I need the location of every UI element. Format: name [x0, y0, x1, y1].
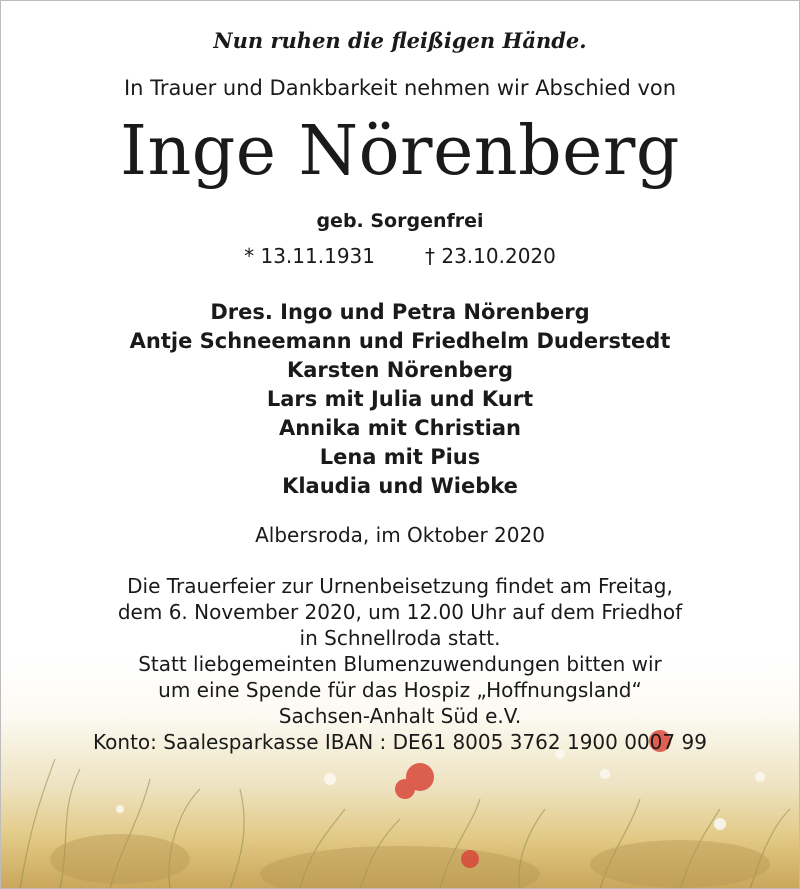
mourner-line: Antje Schneemann und Friedhelm Duderstedt: [129, 329, 671, 353]
mourners-list: [0, 298, 800, 501]
notice-line: dem 6. November 2020, um 12.00 Uhr auf dem Friedhof: [117, 600, 683, 624]
notice-line: Statt liebgemeinten Blumenzuwendungen bitten wir: [138, 652, 662, 676]
mourner-line: Karsten Nörenberg: [286, 358, 514, 382]
mourner-line: Lena mit Pius: [319, 445, 481, 469]
place-and-date: Albersroda, im Oktober 2020: [255, 523, 545, 547]
death-date: † 23.10.2020: [425, 244, 556, 268]
intro-line: In Trauer und Dankbarkeit nehmen wir Abschied von: [123, 76, 677, 100]
bank-account-line: Konto: Saalesparkasse IBAN : DE61 8005 3762 1900 0007 99: [93, 730, 707, 754]
mourner-line: Klaudia und Wiebke: [282, 474, 518, 498]
funeral-notice: [0, 573, 800, 755]
birth-name: geb. Sorgenfrei: [316, 210, 484, 232]
life-dates: [0, 244, 800, 268]
mourner-line: Lars mit Julia und Kurt: [266, 387, 534, 411]
deceased-name: Inge Nörenberg: [120, 112, 680, 191]
notice-line: Die Trauerfeier zur Urnenbeisetzung findet am Freitag,: [127, 574, 673, 598]
notice-line: in Schnellroda statt.: [299, 626, 501, 650]
notice-line: Sachsen-Anhalt Süd e.V.: [278, 704, 522, 728]
mourner-line: Dres. Ingo und Petra Nörenberg: [210, 300, 590, 324]
birth-date: * 13.11.1931: [244, 244, 375, 268]
notice-line: um eine Spende für das Hospiz „Hoffnungsland“: [158, 678, 642, 702]
mourner-line: Annika mit Christian: [278, 416, 521, 440]
motto: Nun ruhen die fleißigen Hände.: [213, 28, 587, 53]
